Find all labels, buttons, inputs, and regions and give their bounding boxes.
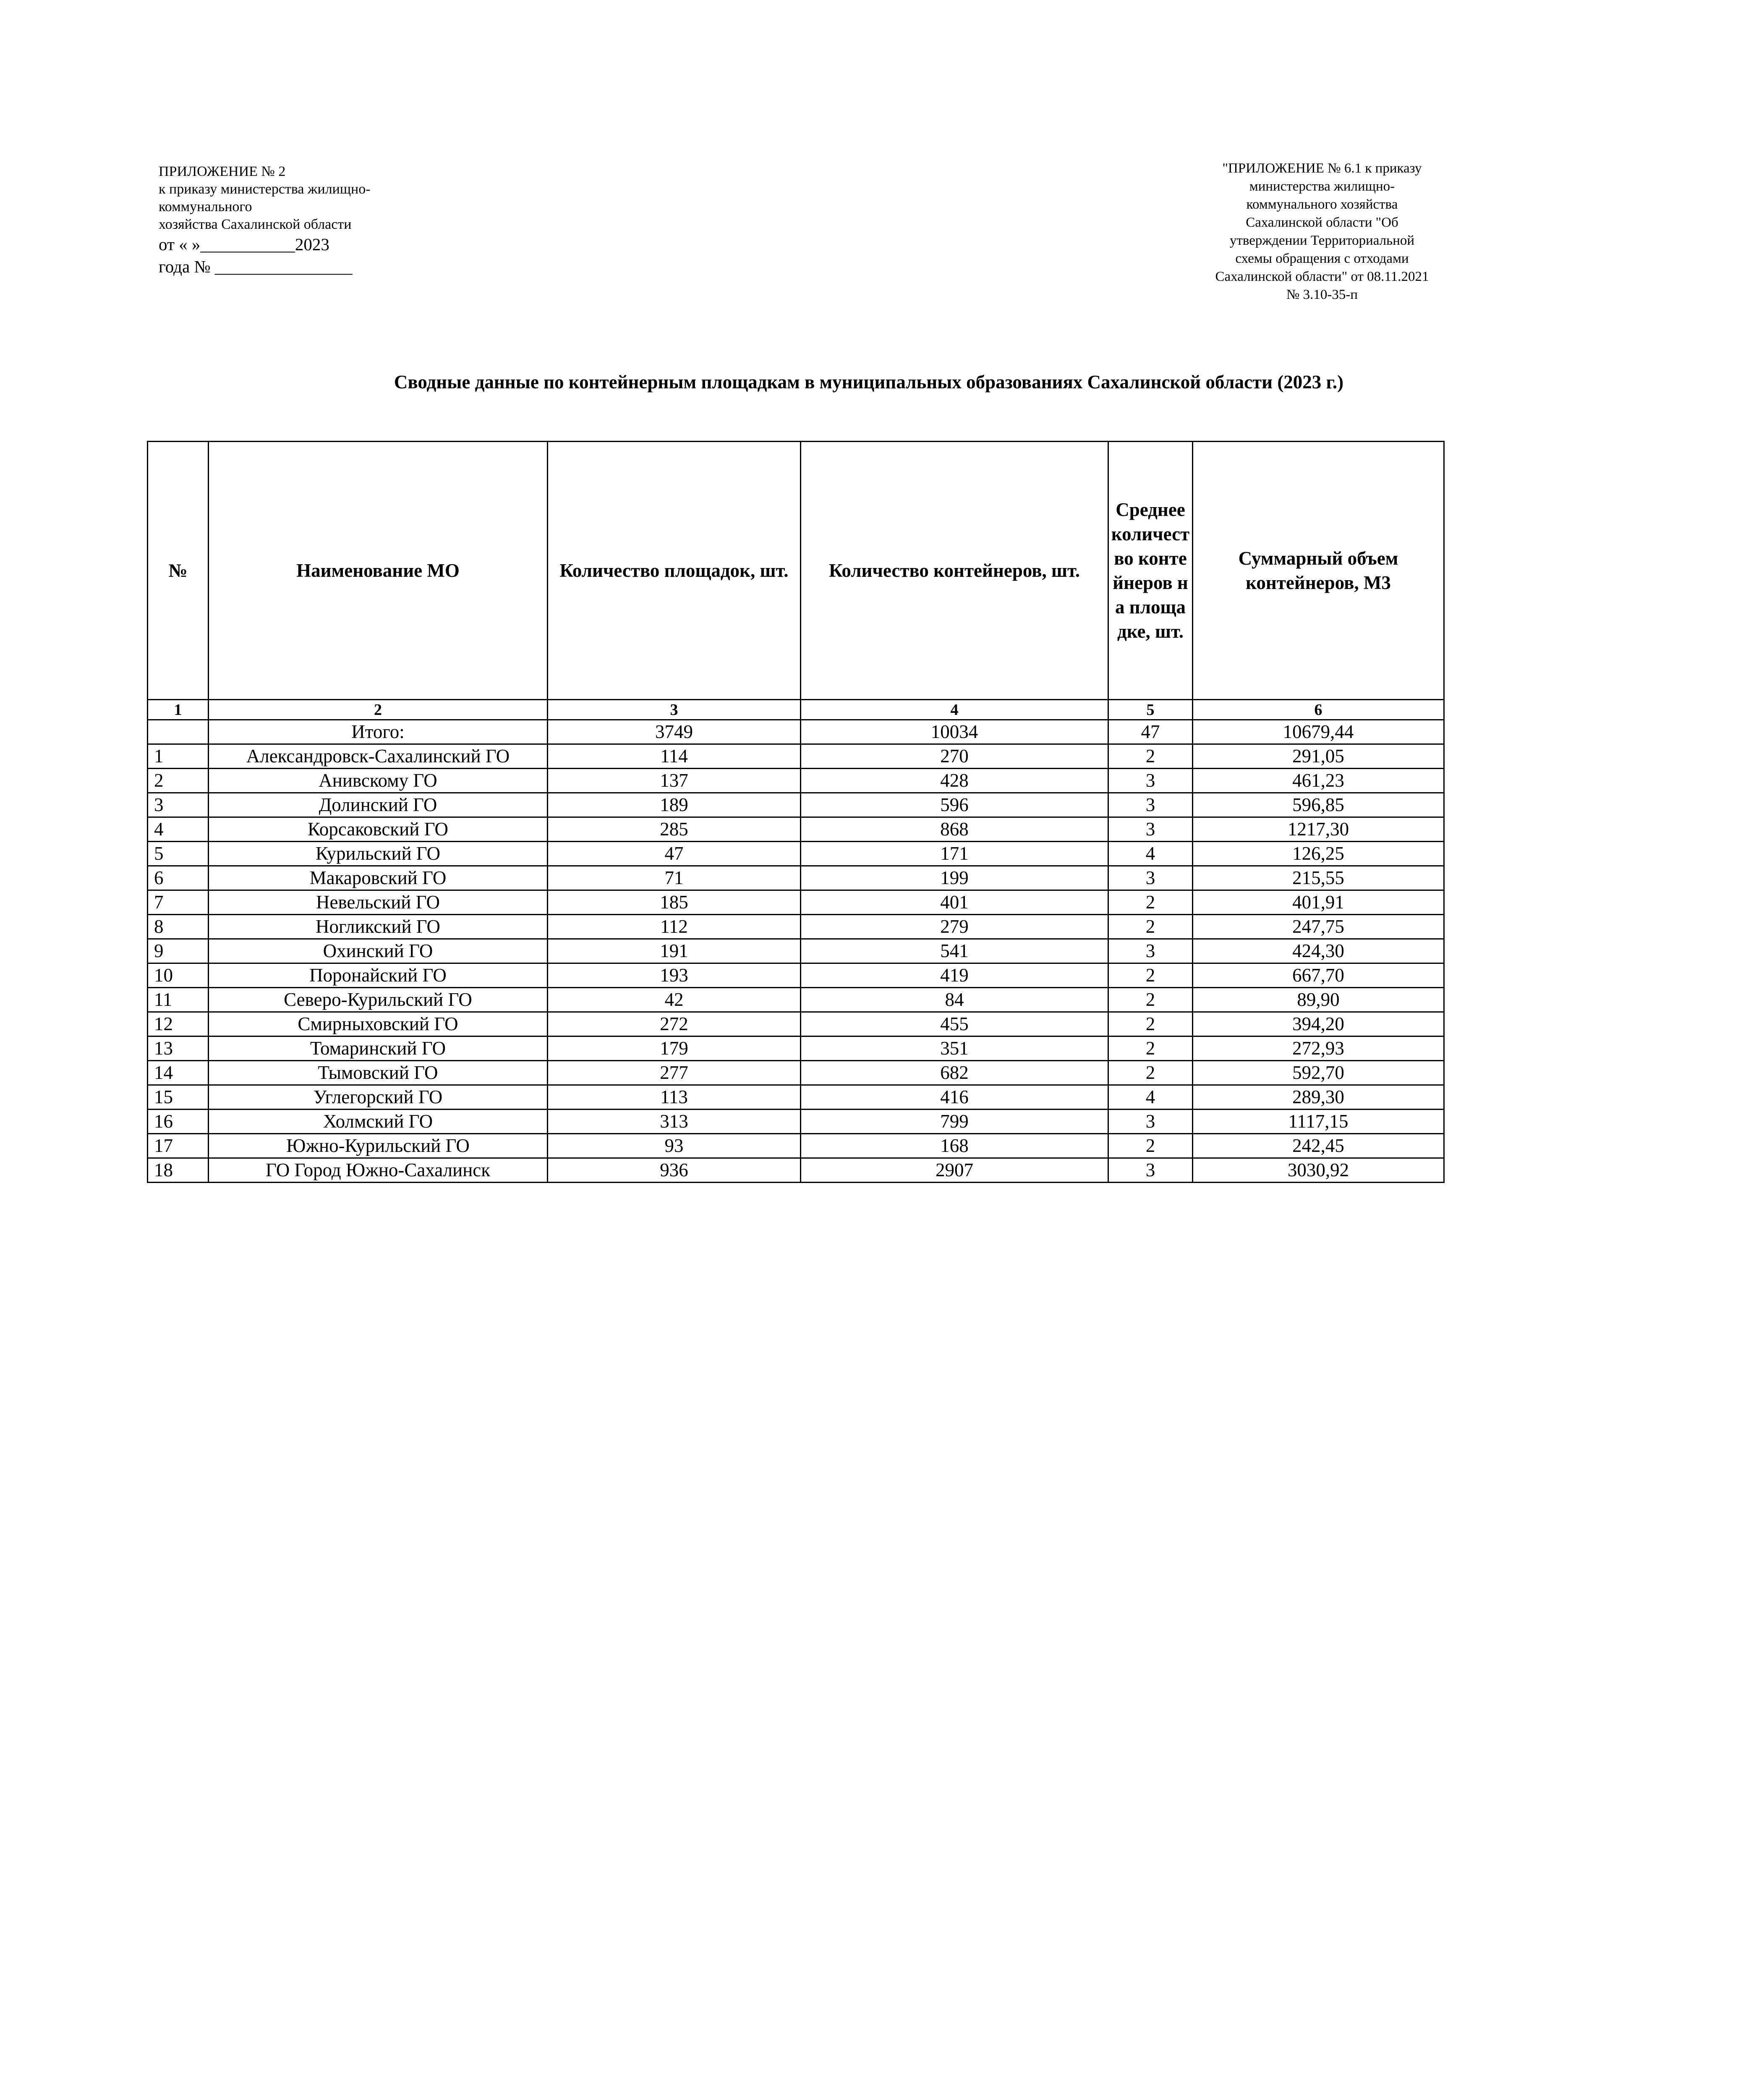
cell-containers: 541 [801,939,1108,963]
cell-no: 10 [148,963,209,988]
table-row [148,890,1444,915]
cell-containers: 270 [801,744,1108,769]
cell-sites: 285 [548,817,801,842]
cell-sites: 936 [548,1158,801,1183]
appendix-ministry-line: к приказу министерства жилищно- [159,181,371,197]
cell-volume: 401,91 [1193,890,1444,915]
cell-avg: 3 [1108,1158,1193,1183]
cell-volume: 1117,15 [1193,1110,1444,1134]
cell-avg: 2 [1108,963,1193,988]
header-sites-count: Количество площадок, шт. [548,442,801,700]
appendix-ref-line: "ПРИЛОЖЕНИЕ № 6.1 к приказу [1222,161,1422,176]
column-number: 2 [209,700,548,720]
cell-sites: 112 [548,915,801,939]
table-header-row [148,442,1444,700]
cell-avg: 3 [1108,939,1193,963]
header-no: № [148,442,209,700]
column-number: 4 [801,700,1108,720]
cell-volume: 242,45 [1193,1134,1444,1158]
cell-sites: 193 [548,963,801,988]
table-row [148,988,1444,1012]
cell-volume: 3030,92 [1193,1158,1444,1183]
cell-no: 16 [148,1110,209,1134]
table-row [148,744,1444,769]
cell-no: 2 [148,769,209,793]
cell-mo-name: Итого: [209,720,548,744]
cell-avg: 2 [1108,1134,1193,1158]
cell-sites: 42 [548,988,801,1012]
table-column-numbers-row [148,700,1444,720]
cell-sites: 313 [548,1110,801,1134]
cell-mo-name: Поронайский ГО [209,963,548,988]
table-row [148,817,1444,842]
cell-mo-name: Охинский ГО [209,939,548,963]
cell-mo-name: Холмский ГО [209,1110,548,1134]
cell-sites: 189 [548,793,801,817]
cell-containers: 199 [801,866,1108,890]
cell-containers: 168 [801,1134,1108,1158]
cell-containers: 419 [801,963,1108,988]
cell-mo-name: Тымовский ГО [209,1061,548,1085]
cell-sites: 137 [548,769,801,793]
cell-avg: 2 [1108,1012,1193,1036]
cell-containers: 428 [801,769,1108,793]
cell-volume: 667,70 [1193,963,1444,988]
cell-volume: 461,23 [1193,769,1444,793]
cell-sites: 93 [548,1134,801,1158]
cell-containers: 171 [801,842,1108,866]
cell-containers: 84 [801,988,1108,1012]
cell-avg: 3 [1108,1110,1193,1134]
appendix-ref-line: коммунального хозяйства [1246,197,1398,212]
cell-volume: 215,55 [1193,866,1444,890]
cell-no: 13 [148,1036,209,1061]
appendix-ref-line: Сахалинской области" от 08.11.2021 [1215,269,1429,284]
table-row [148,1012,1444,1036]
column-number: 5 [1108,700,1193,720]
cell-mo-name: Смирныховский ГО [209,1012,548,1036]
cell-no: 7 [148,890,209,915]
table-row [148,793,1444,817]
cell-containers: 2907 [801,1158,1108,1183]
table-row [148,915,1444,939]
cell-mo-name: Корсаковский ГО [209,817,548,842]
header-left-appendix [159,163,461,278]
cell-volume: 272,93 [1193,1036,1444,1061]
cell-mo-name: Александровск-Сахалинский ГО [209,744,548,769]
column-number: 1 [148,700,209,720]
cell-avg: 2 [1108,915,1193,939]
cell-sites: 3749 [548,720,801,744]
header-containers-count: Количество контейнеров, шт. [801,442,1108,700]
cell-containers: 596 [801,793,1108,817]
cell-avg: 2 [1108,744,1193,769]
table-total-row [148,720,1444,744]
cell-volume: 592,70 [1193,1061,1444,1085]
cell-volume: 291,05 [1193,744,1444,769]
table-row [148,1110,1444,1134]
cell-volume: 247,75 [1193,915,1444,939]
cell-mo-name: Углегорский ГО [209,1085,548,1110]
appendix-ref-line: Сахалинской области "Об [1246,215,1398,230]
cell-avg: 2 [1108,890,1193,915]
table-row [148,866,1444,890]
cell-mo-name: Томаринский ГО [209,1036,548,1061]
cell-no [148,720,209,744]
cell-avg: 4 [1108,1085,1193,1110]
cell-containers: 682 [801,1061,1108,1085]
cell-no: 4 [148,817,209,842]
cell-sites: 191 [548,939,801,963]
appendix-ref-line: схемы обращения с отходами [1235,251,1409,266]
appendix-ministry-line: коммунального [159,199,252,215]
table-row [148,963,1444,988]
table-row [148,1061,1444,1085]
cell-mo-name: Южно-Курильский ГО [209,1134,548,1158]
cell-sites: 272 [548,1012,801,1036]
cell-containers: 401 [801,890,1108,915]
header-avg-containers: Среднее количество контейнеров на площадке, шт. [1108,442,1193,700]
cell-sites: 47 [548,842,801,866]
cell-avg: 4 [1108,842,1193,866]
cell-avg: 3 [1108,817,1193,842]
cell-no: 9 [148,939,209,963]
container-sites-table [147,441,1445,1183]
cell-sites: 179 [548,1036,801,1061]
cell-containers: 351 [801,1036,1108,1061]
cell-no: 18 [148,1158,209,1183]
cell-avg: 2 [1108,988,1193,1012]
cell-volume: 89,90 [1193,988,1444,1012]
document-title: Сводные данные по контейнерным площадкам в муниципальных образованиях Сахалинской области (2023 г.) [394,372,1344,393]
appendix-ref-line: № 3.10-35-п [1286,287,1358,302]
cell-mo-name: Анивскому ГО [209,769,548,793]
appendix-ref-line: министерства жилищно- [1249,179,1395,194]
cell-containers: 10034 [801,720,1108,744]
cell-mo-name: Макаровский ГО [209,866,548,890]
cell-containers: 799 [801,1110,1108,1134]
appendix-number-line: года № ________________ [159,257,353,276]
cell-sites: 71 [548,866,801,890]
cell-no: 1 [148,744,209,769]
column-number: 3 [548,700,801,720]
cell-avg: 47 [1108,720,1193,744]
header-total-volume: Суммарный объем контейнеров, М3 [1193,442,1444,700]
cell-containers: 416 [801,1085,1108,1110]
column-number: 6 [1193,700,1444,720]
cell-no: 8 [148,915,209,939]
cell-no: 11 [148,988,209,1012]
cell-volume: 596,85 [1193,793,1444,817]
cell-no: 6 [148,866,209,890]
appendix-number: ПРИЛОЖЕНИЕ № 2 [159,164,286,179]
cell-mo-name: Невельский ГО [209,890,548,915]
cell-avg: 3 [1108,866,1193,890]
table-row [148,1085,1444,1110]
cell-no: 14 [148,1061,209,1085]
appendix-ministry-line: хозяйства Сахалинской области [159,217,352,232]
cell-no: 3 [148,793,209,817]
appendix-date-line: от « »___________2023 [159,235,329,254]
table-row [148,939,1444,963]
cell-volume: 394,20 [1193,1012,1444,1036]
cell-sites: 113 [548,1085,801,1110]
table-row [148,1158,1444,1183]
cell-sites: 114 [548,744,801,769]
cell-sites: 185 [548,890,801,915]
cell-avg: 2 [1108,1036,1193,1061]
cell-mo-name: Ногликский ГО [209,915,548,939]
cell-volume: 1217,30 [1193,817,1444,842]
cell-mo-name: Долинский ГО [209,793,548,817]
cell-volume: 10679,44 [1193,720,1444,744]
header-mo-name: Наименование МО [209,442,548,700]
header-right-appendix [1175,160,1469,304]
cell-containers: 279 [801,915,1108,939]
cell-sites: 277 [548,1061,801,1085]
cell-volume: 424,30 [1193,939,1444,963]
cell-volume: 126,25 [1193,842,1444,866]
appendix-ref-line: утверждении Территориальной [1229,233,1415,248]
cell-avg: 3 [1108,793,1193,817]
cell-no: 12 [148,1012,209,1036]
cell-containers: 868 [801,817,1108,842]
cell-volume: 289,30 [1193,1085,1444,1110]
table-row [148,769,1444,793]
cell-no: 5 [148,842,209,866]
cell-no: 15 [148,1085,209,1110]
cell-avg: 3 [1108,769,1193,793]
cell-no: 17 [148,1134,209,1158]
cell-containers: 455 [801,1012,1108,1036]
cell-mo-name: Курильский ГО [209,842,548,866]
cell-mo-name: Северо-Курильский ГО [209,988,548,1012]
table-row [148,1036,1444,1061]
table-row [148,842,1444,866]
cell-avg: 2 [1108,1061,1193,1085]
cell-mo-name: ГО Город Южно-Сахалинск [209,1158,548,1183]
table-row [148,1134,1444,1158]
